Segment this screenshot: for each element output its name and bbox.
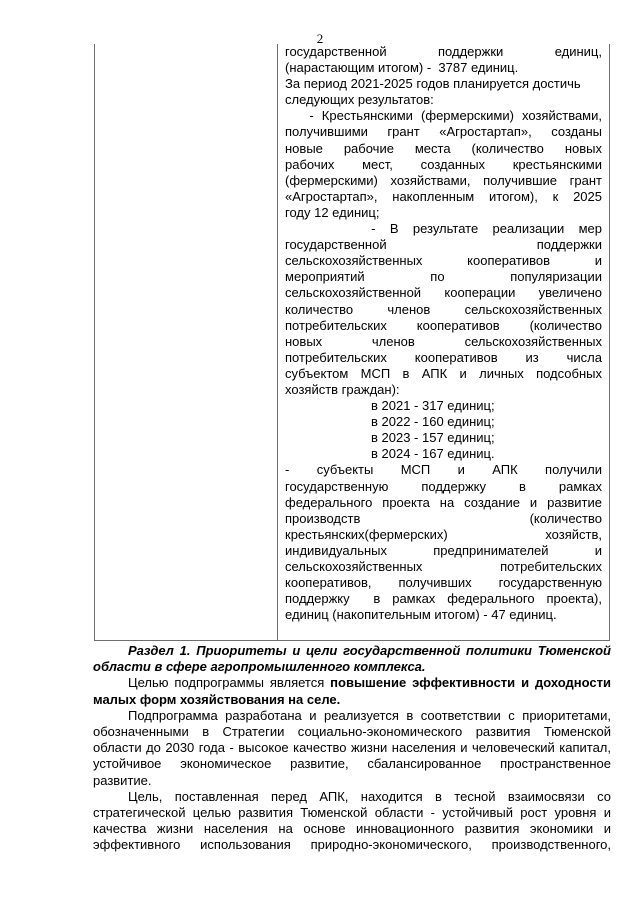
table-cell-content bbox=[285, 44, 602, 623]
table-line: в 2023 - 157 единиц; bbox=[371, 430, 495, 446]
table-line: За период 2021-2025 годов планируется достичь bbox=[285, 76, 581, 92]
table-column-divider bbox=[277, 44, 278, 640]
table-line: сельскохозяйственной кооперации увеличено bbox=[285, 285, 602, 301]
table-line: (фермерскими) хозяйствами, получившие грант bbox=[285, 172, 602, 188]
table-line: крестьянских(фермерских) хозяйств, bbox=[285, 526, 602, 542]
table-line: кооперативов, получивших государственную bbox=[285, 575, 602, 591]
section-heading: Раздел 1. Приоритеты и цели государственной политики Тюменской области в сфере агропромышленного комплекса. bbox=[93, 643, 611, 675]
table-line: количество членов сельскохозяйственных bbox=[285, 301, 602, 317]
table-line: хозяйств граждан): bbox=[285, 381, 400, 397]
table bbox=[94, 44, 610, 641]
table-line: - субъекты МСП и АПК получили bbox=[285, 462, 602, 478]
table-line: единиц (накопительным итогом) - 47 единиц. bbox=[285, 607, 557, 623]
table-line: государственной поддержки bbox=[285, 237, 602, 253]
table-line: потребительских кооперативов (количество bbox=[285, 317, 602, 333]
table-line: в 2024 - 167 единиц. bbox=[371, 446, 495, 462]
table-line: году 12 единиц; bbox=[285, 204, 380, 220]
table-line: индивидуальных предпринимателей и bbox=[285, 542, 602, 558]
goal-paragraph bbox=[93, 675, 611, 707]
table-line: новые рабочие места (количество новых bbox=[285, 140, 602, 156]
goal-text: Целью подпрограммы является bbox=[128, 675, 331, 691]
strategy-paragraph: Подпрограмма разработана и реализуется в соответствии с приоритетами, обозначенными в Стратегии социально-экономического развития Тюменской области до 2030 года - высокое качество жизни населения и человеческий капитал, устойчивое экономическое развитие, сбалансированное пространственное развитие. bbox=[93, 707, 611, 788]
table-line: потребительских кооперативов из числа bbox=[285, 349, 602, 365]
table-line: производств (количество bbox=[285, 510, 602, 526]
table-line: государственную поддержку в рамках bbox=[285, 478, 602, 494]
table-line: «Агростартап», накопленным итогом), к 2025 bbox=[285, 188, 602, 204]
table-line: сельскохозяйственных кооперативов и bbox=[285, 253, 602, 269]
table-line: получившими грант «Агростартап», созданы bbox=[285, 124, 602, 140]
table-line: в 2021 - 317 единиц; bbox=[371, 398, 495, 414]
table-line: мероприятий по популяризации bbox=[285, 269, 602, 285]
table-line: - Крестьянскими (фермерскими) хозяйствами, bbox=[285, 108, 602, 124]
table-line: следующих результатов: bbox=[285, 92, 434, 108]
table-line: субъектом МСП в АПК и личных подсобных bbox=[285, 365, 602, 381]
table-line: рабочих мест, созданных крестьянскими bbox=[285, 156, 602, 172]
page-number: 2 bbox=[316, 31, 324, 46]
goal-emphasis: повышение эффективности и доходности малых форм хозяйствования на селе. bbox=[93, 675, 611, 707]
table-line: сельскохозяйственных потребительских bbox=[285, 559, 602, 574]
section-1 bbox=[93, 643, 611, 854]
table-line: поддержку в рамках федерального проекта), bbox=[285, 591, 602, 607]
goal-relation-paragraph: Цель, поставленная перед АПК, находится в тесной взаимосвязи со стратегической целью развития Тюменской области - устойчивый рост уровня и качества жизни населения на основе инновационного развития экономики и эффективного использования природно-экономического, производственного, bbox=[93, 788, 611, 853]
table-line: в 2022 - 160 единиц; bbox=[371, 414, 495, 430]
table-line: федерального проекта на создание и развитие bbox=[285, 494, 602, 510]
table-line: государственной поддержки единиц, bbox=[285, 44, 602, 59]
table-line: новых членов сельскохозяйственных bbox=[285, 333, 602, 349]
table-line: (нарастающим итогом) - 3787 единиц. bbox=[285, 60, 519, 76]
table-line: - В результате реализации мер bbox=[285, 221, 602, 237]
